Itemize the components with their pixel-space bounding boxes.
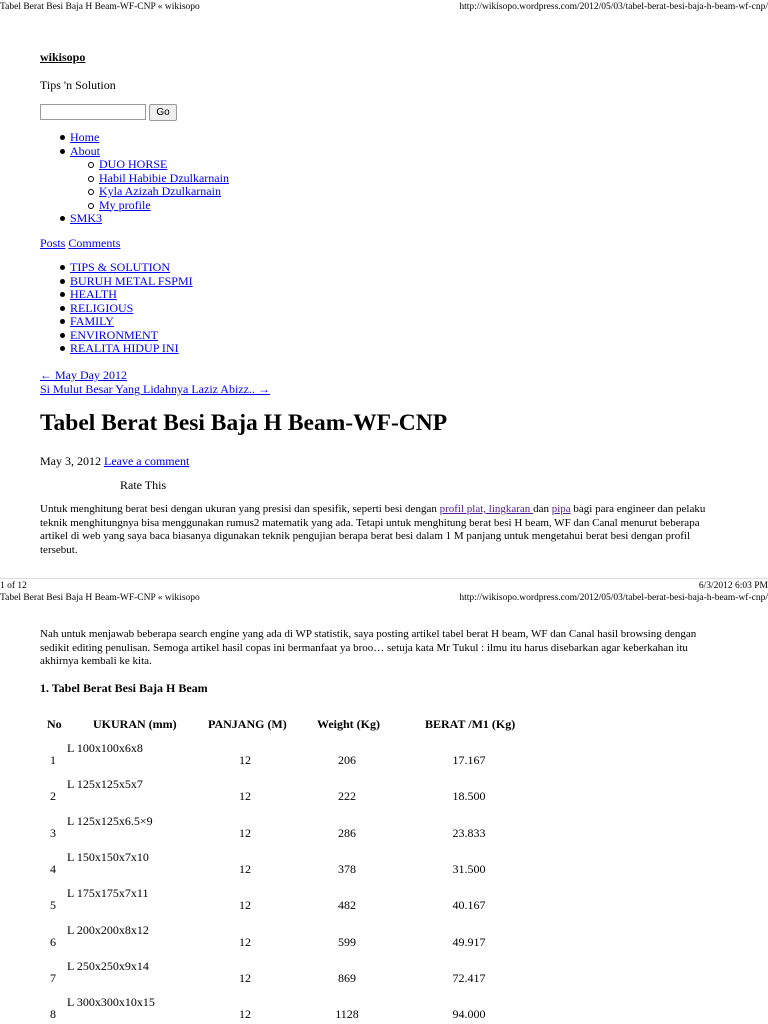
main-menu [40, 131, 340, 226]
post-date: May 3, 2012 [40, 454, 101, 468]
cell-size: L 100x100x6x8 [67, 741, 143, 755]
cell-weight: 222 [338, 789, 356, 804]
col-header-no: No [47, 717, 62, 731]
bullet-icon [60, 346, 65, 351]
print-header-url-2: http://wikisopo.wordpress.com/2012/05/03/tabel-berat-besi-baja-h-beam-wf-cnp/ [459, 593, 768, 603]
search-go-button[interactable]: Go [149, 104, 177, 121]
cell-length: 12 [239, 861, 251, 876]
cell-weight: 206 [338, 753, 356, 767]
bullet-icon [60, 149, 65, 154]
post-title: Tabel Berat Besi Baja H Beam-WF-CNP [40, 410, 448, 436]
post-paragraph-2: Nah untuk menjawab beberapa search engine yang ada di WP statistik, saya posting artikel tabel berat H beam, WF dan Canal hasil browsing dengan sedikit editing penulisan. Semoga artikel hasil copas ini bermanfaat ya broo… setuja kata Mr Tukul : ilmu itu harus disebarkan agar keberkahan itu akhirnya kembali ke kita. [40, 628, 697, 667]
cell-per-meter: 94.000 [452, 1007, 486, 1022]
cell-size: L 125x125x6.5×9 [67, 813, 153, 828]
cell-no: 5 [50, 898, 56, 913]
feed-links [40, 236, 120, 251]
cell-size: L 150x150x7x10 [67, 849, 149, 864]
cell-per-meter: 31.500 [452, 861, 486, 876]
circle-bullet-icon [88, 162, 94, 168]
pipa-link[interactable]: pipa [551, 503, 571, 515]
page-separator [0, 578, 768, 579]
submenu-item-kyla[interactable]: Kyla Azizah Dzulkarnain [40, 185, 340, 199]
category-item[interactable]: REALITA HIDUP INI [40, 342, 340, 356]
print-header-title: Tabel Berat Besi Baja H Beam-WF-CNP « wikisopo [0, 2, 200, 12]
cell-length: 12 [239, 970, 251, 985]
cell-no: 7 [50, 970, 56, 985]
bullet-icon [60, 292, 65, 297]
print-datetime: 6/3/2012 6:03 PM [698, 581, 768, 591]
site-tagline: Tips 'n Solution [40, 78, 116, 92]
cell-weight: 482 [338, 898, 356, 913]
cell-size: L 300x300x10x15 [67, 995, 155, 1010]
print-page-number: 1 of 12 [0, 581, 27, 591]
section-heading: 1. Tabel Berat Besi Baja H Beam [40, 681, 208, 695]
category-item[interactable]: TIPS & SOLUTION [40, 261, 340, 275]
posts-feed-link[interactable]: Posts [40, 236, 66, 250]
cell-per-meter: 40.167 [452, 898, 486, 913]
print-header-title-2: Tabel Berat Besi Baja H Beam-WF-CNP « wikisopo [0, 593, 200, 603]
category-item[interactable]: HEALTH [40, 288, 340, 302]
cell-no: 1 [50, 753, 56, 767]
col-header-weight: Weight (Kg) [317, 717, 380, 731]
cell-length: 12 [239, 753, 251, 767]
category-item[interactable]: FAMILY [40, 315, 340, 329]
cell-length: 12 [239, 898, 251, 913]
post-meta [40, 454, 189, 469]
search-input[interactable] [40, 104, 146, 120]
bullet-icon [60, 306, 65, 311]
cell-no: 8 [50, 1007, 56, 1022]
submenu-item-my-profile[interactable]: My profile [40, 199, 340, 213]
submenu-item-habil[interactable]: Habil Habibie Dzulkarnain [40, 172, 340, 186]
cell-per-meter: 72.417 [452, 970, 486, 985]
bullet-icon [60, 319, 65, 324]
cell-size: L 125x125x5x7 [67, 777, 143, 792]
menu-item-home[interactable]: Home [40, 131, 340, 145]
circle-bullet-icon [88, 203, 94, 209]
cell-no: 6 [50, 934, 56, 949]
cell-length: 12 [239, 825, 251, 840]
cell-no: 3 [50, 825, 56, 840]
comments-feed-link[interactable]: Comments [68, 236, 121, 250]
post-paragraph-1: Untuk menghitung berat besi dengan ukuran yang presisi dan spesifik, seperti besi dengan profil plat, lingkaran dan pipa bagi para engineer dan pelaku teknik menghitungnya bisa menggunakan rumus2 matematik yang ada. Tetapi untuk menghitung berat besi H beam, WF dan Canal menurut beberapa artikel di web yang saya baca biasanya digunakan teknik pengujian berapa berat besi dalam 1 M panjang untuk mengetahui berat besi dengan profil tersebut. [40, 503, 706, 556]
bullet-icon [60, 333, 65, 338]
cell-length: 12 [239, 789, 251, 804]
bullet-icon [60, 216, 65, 221]
print-header-url: http://wikisopo.wordpress.com/2012/05/03/tabel-berat-besi-baja-h-beam-wf-cnp/ [459, 2, 768, 12]
cell-length: 12 [239, 934, 251, 949]
cell-weight: 869 [338, 970, 356, 985]
cell-size: L 175x175x7x11 [67, 886, 149, 901]
profil-plat-link[interactable]: profil plat, lingkaran [439, 503, 534, 515]
site-title[interactable]: wikisopo [40, 50, 86, 64]
cell-weight: 1128 [335, 1007, 359, 1022]
category-item[interactable]: ENVIRONMENT [40, 329, 340, 343]
cell-per-meter: 23.833 [452, 825, 486, 840]
cell-no: 4 [50, 861, 56, 876]
next-post-link[interactable]: Si Mulut Besar Yang Lidahnya Laziz Abizz.. → [40, 382, 270, 396]
cell-length: 12 [239, 1007, 251, 1022]
circle-bullet-icon [88, 189, 94, 195]
cell-per-meter: 17.167 [452, 753, 486, 767]
cell-weight: 378 [338, 861, 356, 876]
category-item[interactable]: RELIGIOUS [40, 302, 340, 316]
category-list [40, 261, 340, 356]
submenu-item-duo-horse[interactable]: DUO HORSE [40, 158, 340, 172]
rate-this[interactable]: Rate This [120, 478, 167, 492]
menu-item-about[interactable]: About [40, 145, 340, 159]
bullet-icon [60, 279, 65, 284]
cell-size: L 250x250x9x14 [67, 958, 149, 973]
category-item[interactable]: BURUH METAL FSPMI [40, 275, 340, 289]
cell-size: L 200x200x8x12 [67, 922, 149, 937]
cell-per-meter: 18.500 [452, 789, 486, 804]
col-header-size: UKURAN (mm) [93, 717, 177, 731]
col-header-length: PANJANG (M) [208, 717, 287, 731]
bullet-icon [60, 265, 65, 270]
cell-weight: 286 [338, 825, 356, 840]
leave-comment-link[interactable]: Leave a comment [104, 454, 190, 468]
col-header-per-meter: BERAT /M1 (Kg) [425, 717, 516, 731]
bullet-icon [60, 135, 65, 140]
previous-post-link[interactable]: ← May Day 2012 [40, 368, 127, 382]
menu-item-smk3[interactable]: SMK3 [40, 212, 340, 226]
cell-per-meter: 49.917 [452, 934, 486, 949]
circle-bullet-icon [88, 176, 94, 182]
cell-weight: 599 [338, 934, 356, 949]
cell-no: 2 [50, 789, 56, 804]
